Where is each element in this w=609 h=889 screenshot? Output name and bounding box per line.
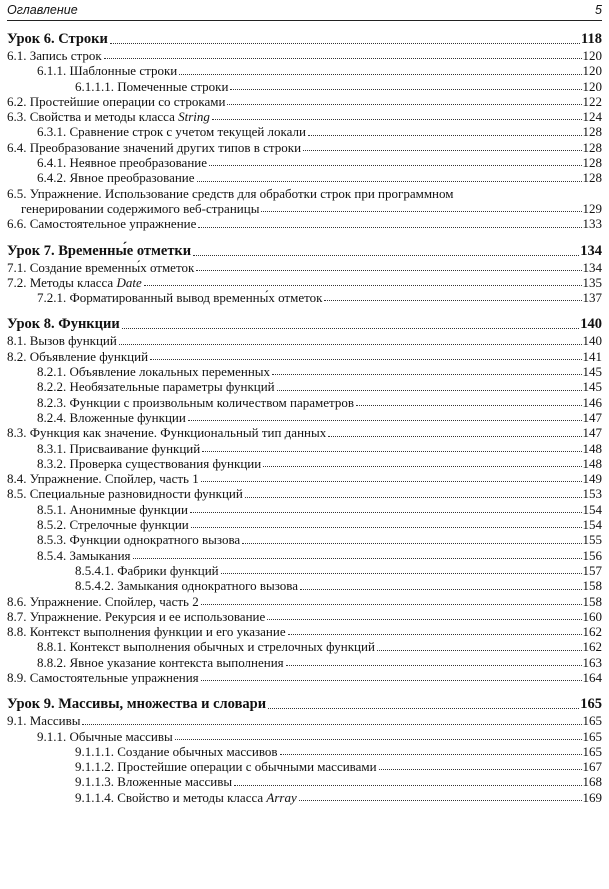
toc-entry-title: 6.4. Преобразование значений других типов в строки xyxy=(7,139,302,155)
toc-page-number: 160 xyxy=(582,608,602,624)
toc-entry-text xyxy=(7,695,266,713)
toc-entry-title: 9.1. Массивы xyxy=(7,713,81,729)
dot-leader xyxy=(377,650,582,651)
toc-page-number: 141 xyxy=(582,348,602,364)
dot-leader xyxy=(356,405,582,406)
toc-entry xyxy=(7,170,602,185)
toc-entry xyxy=(7,155,602,170)
table-of-contents xyxy=(7,30,602,805)
toc-entry-title: 8.2.2. Необязательные параметры функций xyxy=(37,379,275,395)
toc-page-number: 163 xyxy=(582,654,602,670)
dot-leader xyxy=(230,89,581,90)
toc-entry xyxy=(7,379,602,394)
toc-entry-title: 9.1.1. Обычные массивы xyxy=(37,728,173,744)
toc-entry-title: 8.5.4.2. Замыкания однократного вызова xyxy=(75,578,299,594)
toc-page-number: 169 xyxy=(582,789,602,805)
toc-entry-title: 8.2. Объявление функций xyxy=(7,348,149,364)
toc-entry-text xyxy=(75,759,377,774)
toc-entry xyxy=(7,548,602,563)
dot-leader xyxy=(191,527,582,528)
dot-leader xyxy=(267,619,581,620)
dot-leader xyxy=(202,451,581,452)
toc-entry-title: 8.7. Упражнение. Рекурсия и ее использование xyxy=(7,608,266,624)
toc-entry-title: 6.2. Простейшие операции со строками xyxy=(7,93,226,109)
toc-entry-title: 8.2.1. Объявление локальных переменных xyxy=(37,364,271,380)
toc-entry xyxy=(7,471,602,486)
toc-entry xyxy=(7,349,602,364)
dot-leader xyxy=(328,436,581,437)
toc-chapter-heading xyxy=(7,695,602,713)
dot-leader xyxy=(179,74,581,75)
toc-page-number: 128 xyxy=(582,139,602,155)
toc-entry-text xyxy=(75,790,297,805)
dot-leader xyxy=(263,466,581,467)
toc-entry-title: 9.1.1.2. Простейшие операции с обычными массивами xyxy=(75,759,377,775)
toc-entry xyxy=(7,502,602,517)
dot-leader xyxy=(133,558,582,559)
toc-entry xyxy=(7,186,602,217)
dot-leader xyxy=(221,573,582,574)
toc-page-number: 128 xyxy=(582,124,602,140)
toc-page-number: 165 xyxy=(582,728,602,744)
toc-page-number: 135 xyxy=(582,274,602,290)
toc-page-number: 167 xyxy=(582,759,602,775)
dot-leader xyxy=(308,135,582,136)
toc-entry-title: 8.5.4. Замыкания xyxy=(37,547,131,563)
dot-leader xyxy=(212,119,582,120)
toc-chapter-heading xyxy=(7,30,602,48)
toc-entry-text xyxy=(37,124,306,139)
toc-entry xyxy=(7,639,602,654)
toc-entry xyxy=(7,655,602,670)
toc-entry-text xyxy=(7,260,194,275)
toc-entry xyxy=(7,578,602,593)
running-header-title: Оглавление xyxy=(7,3,78,17)
toc-entry-title: 6.1.1. Шаблонные строки xyxy=(37,63,178,79)
toc-entry xyxy=(7,260,602,275)
toc-entry-text xyxy=(37,502,188,517)
toc-entry-class-name: String xyxy=(178,109,210,125)
toc-page-number: 137 xyxy=(582,290,602,306)
toc-entry xyxy=(7,532,602,547)
toc-page-number: 164 xyxy=(582,669,602,685)
toc-entry-text xyxy=(7,242,191,260)
dot-leader xyxy=(286,665,582,666)
dot-leader xyxy=(272,374,581,375)
toc-page-number: 120 xyxy=(582,63,602,79)
dot-leader xyxy=(227,104,581,105)
toc-page-number: 133 xyxy=(582,216,602,232)
toc-entry-text xyxy=(7,486,243,501)
toc-entry xyxy=(7,441,602,456)
toc-entry-line-2 xyxy=(7,201,602,216)
dot-leader xyxy=(234,785,581,786)
toc-entry-title: 8.3. Функция как значение. Функциональный тип данных xyxy=(7,425,327,441)
dot-leader xyxy=(288,634,582,635)
toc-entry xyxy=(7,594,602,609)
toc-page-number: 165 xyxy=(580,696,602,713)
toc-chapter-heading xyxy=(7,315,602,333)
toc-entry-text xyxy=(7,275,142,290)
dot-leader xyxy=(82,724,581,725)
toc-page-number: 140 xyxy=(580,316,602,333)
toc-entry-text xyxy=(37,548,131,563)
running-header-page-number: 5 xyxy=(595,3,602,17)
toc-entry xyxy=(7,395,602,410)
toc-entry-text xyxy=(75,578,298,593)
toc-entry xyxy=(7,774,602,789)
toc-entry-text xyxy=(7,48,102,63)
toc-entry xyxy=(7,275,602,290)
toc-page-number: 165 xyxy=(582,743,602,759)
dot-leader xyxy=(150,359,581,360)
dot-leader xyxy=(268,708,579,709)
dot-leader xyxy=(193,255,579,256)
toc-page-number: 156 xyxy=(582,547,602,563)
toc-entry xyxy=(7,729,602,744)
toc-entry-text xyxy=(37,364,270,379)
toc-entry xyxy=(7,759,602,774)
toc-page-number: 124 xyxy=(582,109,602,125)
dot-leader xyxy=(324,300,581,301)
dot-leader xyxy=(104,58,582,59)
toc-entry-text xyxy=(37,639,375,654)
dot-leader xyxy=(201,481,582,482)
toc-page-number: 153 xyxy=(582,486,602,502)
dot-leader xyxy=(299,800,582,801)
toc-entry xyxy=(7,290,602,305)
toc-entry-title-continued: генерировании содержимого веб-страницы xyxy=(21,200,260,216)
toc-page-number: 149 xyxy=(582,471,602,487)
toc-entry-title: 9.1.1.1. Создание обычных массивов xyxy=(75,743,278,759)
toc-entry-text xyxy=(75,79,228,94)
toc-page-number: 128 xyxy=(582,170,602,186)
toc-entry-text xyxy=(7,94,225,109)
dot-leader xyxy=(196,270,581,271)
toc-entry-title: 8.6. Упражнение. Спойлер, часть 2 xyxy=(7,593,199,609)
toc-entry-title: 7.2.1. Форматированный вывод временны́х отметок xyxy=(37,290,323,306)
toc-entry-title: 8.2.4. Вложенные функции xyxy=(37,409,186,425)
toc-entry-text xyxy=(75,744,278,759)
toc-entry xyxy=(7,364,602,379)
toc-entry-text xyxy=(7,30,108,48)
toc-entry-title: Урок 8. Функции xyxy=(7,316,120,333)
toc-page-number: 168 xyxy=(582,774,602,790)
toc-entry-title: 8.5.4.1. Фабрики функций xyxy=(75,562,219,578)
toc-entry xyxy=(7,425,602,440)
toc-page-number: 148 xyxy=(582,440,602,456)
toc-chapter-heading xyxy=(7,242,602,260)
toc-entry-title: 8.5.2. Стрелочные функции xyxy=(37,517,189,533)
toc-entry xyxy=(7,124,602,139)
toc-entry-text xyxy=(37,456,261,471)
toc-page-number: 158 xyxy=(582,578,602,594)
toc-entry xyxy=(7,333,602,348)
toc-entry xyxy=(7,790,602,805)
dot-leader xyxy=(300,589,581,590)
dot-leader xyxy=(242,543,581,544)
toc-page-number: 162 xyxy=(582,639,602,655)
toc-page-number: 155 xyxy=(582,532,602,548)
dot-leader xyxy=(209,165,581,166)
toc-entry-title: 6.5. Упражнение. Использование средств для обработки строк при программном xyxy=(7,185,454,201)
toc-entry-title: Урок 7. Временны́е отметки xyxy=(7,242,192,259)
toc-entry xyxy=(7,517,602,532)
toc-entry xyxy=(7,140,602,155)
toc-entry-title: 9.1.1.3. Вложенные массивы xyxy=(75,774,233,790)
toc-entry-title: 6.3.1. Сравнение строк с учетом текущей локали xyxy=(37,124,306,140)
toc-page-number: 157 xyxy=(582,562,602,578)
toc-entry-title: 7.1. Создание временны́х отметок xyxy=(7,259,195,275)
toc-entry xyxy=(7,456,602,471)
toc-page-number: 154 xyxy=(582,517,602,533)
toc-entry-title: 8.8.1. Контекст выполнения обычных и стрелочных функций xyxy=(37,639,375,655)
toc-entry-title: Урок 9. Массивы, множества и словари xyxy=(7,696,267,713)
toc-entry-title: 8.9. Самостоятельные упражнения xyxy=(7,669,199,685)
toc-entry-text xyxy=(7,315,120,333)
dot-leader xyxy=(303,150,581,151)
dot-leader xyxy=(280,754,582,755)
toc-entry xyxy=(7,713,602,728)
toc-entry-text xyxy=(7,713,80,728)
toc-entry-title: 7.2. Методы класса xyxy=(7,274,117,290)
toc-entry-class-name: Array xyxy=(266,789,297,805)
dot-leader xyxy=(379,769,582,770)
toc-page-number: 147 xyxy=(582,425,602,441)
toc-page-number: 148 xyxy=(582,455,602,471)
toc-page-number: 158 xyxy=(582,593,602,609)
dot-leader xyxy=(245,497,582,498)
toc-entry-text xyxy=(7,624,286,639)
toc-entry-text xyxy=(75,563,219,578)
toc-entry-text xyxy=(37,395,354,410)
toc-page-number: 145 xyxy=(582,364,602,380)
toc-entry-title: 8.3.2. Проверка существования функции xyxy=(37,455,262,471)
toc-entry xyxy=(7,744,602,759)
toc-entry xyxy=(7,410,602,425)
toc-entry-title: 8.2.3. Функции с произвольным количеством параметров xyxy=(37,394,354,410)
toc-page-number: 134 xyxy=(582,259,602,275)
toc-entry-text xyxy=(7,140,301,155)
toc-page-number: 128 xyxy=(582,155,602,171)
dot-leader xyxy=(201,604,582,605)
toc-page-number: 162 xyxy=(582,624,602,640)
toc-page-number: 154 xyxy=(582,501,602,517)
toc-entry xyxy=(7,79,602,94)
toc-entry-text xyxy=(7,594,199,609)
toc-page-number: 134 xyxy=(580,242,602,259)
dot-leader xyxy=(188,420,582,421)
toc-entry-title: 6.4.1. Неявное преобразование xyxy=(37,155,208,171)
toc-entry-text xyxy=(37,170,195,185)
toc-entry-title: 8.4. Упражнение. Спойлер, часть 1 xyxy=(7,471,199,487)
toc-entry-text xyxy=(7,109,210,124)
toc-entry-text xyxy=(37,517,189,532)
toc-entry-title: 6.4.2. Явное преобразование xyxy=(37,170,195,186)
toc-entry-title: 9.1.1.4. Свойство и методы класса xyxy=(75,789,267,805)
toc-page-number: 122 xyxy=(582,93,602,109)
toc-entry-text xyxy=(37,441,200,456)
toc-entry-text xyxy=(37,655,284,670)
dot-leader xyxy=(110,43,580,44)
toc-entry-text xyxy=(7,333,117,348)
toc-page-number: 165 xyxy=(582,713,602,729)
toc-page-number: 145 xyxy=(582,379,602,395)
toc-page-number: 146 xyxy=(582,394,602,410)
toc-page-number: 118 xyxy=(581,31,602,47)
toc-entry-text xyxy=(7,425,326,440)
toc-entry-text xyxy=(37,290,322,305)
toc-entry xyxy=(7,48,602,63)
toc-entry-title: 6.1. Запись строк xyxy=(7,48,102,63)
toc-entry-text xyxy=(7,216,196,231)
dot-leader xyxy=(197,181,582,182)
toc-entry xyxy=(7,486,602,501)
dot-leader xyxy=(122,328,580,329)
toc-entry-text xyxy=(7,609,265,624)
toc-entry-text xyxy=(37,63,177,78)
toc-entry-text xyxy=(37,532,240,547)
toc-entry-title: 6.1.1.1. Помеченные строки xyxy=(75,78,229,94)
toc-entry-title: 8.5.1. Анонимные функции xyxy=(37,501,188,517)
toc-entry xyxy=(7,216,602,231)
dot-leader xyxy=(277,390,582,391)
toc-entry xyxy=(7,624,602,639)
toc-entry-text xyxy=(7,670,199,685)
toc-entry-text xyxy=(7,471,199,486)
dot-leader xyxy=(175,739,582,740)
toc-entry-text xyxy=(37,410,186,425)
toc-entry-text xyxy=(37,379,275,394)
running-header xyxy=(7,2,602,21)
toc-entry-class-name: Date xyxy=(116,274,142,290)
toc-entry xyxy=(7,609,602,624)
toc-entry-title: 8.8.2. Явное указание контекста выполнения xyxy=(37,654,284,670)
toc-page-number: 120 xyxy=(582,78,602,94)
toc-page-number: 120 xyxy=(582,48,602,63)
toc-page-number: 129 xyxy=(582,200,602,216)
toc-entry xyxy=(7,63,602,78)
toc-entry-title: 8.5.3. Функции однократного вызова xyxy=(37,532,241,548)
toc-entry-title: Урок 6. Строки xyxy=(7,31,108,47)
toc-entry-text xyxy=(75,774,232,789)
toc-entry-text xyxy=(37,729,173,744)
toc-entry-title: 6.3. Свойства и методы класса xyxy=(7,109,179,125)
toc-page-number: 140 xyxy=(582,333,602,349)
dot-leader xyxy=(119,344,582,345)
dot-leader xyxy=(190,512,582,513)
toc-entry xyxy=(7,109,602,124)
dot-leader xyxy=(201,680,582,681)
dot-leader xyxy=(144,285,582,286)
toc-entry-title: 6.6. Самостоятельное упражнение xyxy=(7,216,197,232)
toc-entry-text xyxy=(7,349,148,364)
toc-entry xyxy=(7,670,602,685)
toc-entry-title: 8.3.1. Присваивание функций xyxy=(37,440,201,456)
dot-leader xyxy=(261,211,581,212)
toc-entry-title: 8.8. Контекст выполнения функции и его указание xyxy=(7,624,286,640)
toc-entry xyxy=(7,94,602,109)
toc-entry-title: 8.5. Специальные разновидности функций xyxy=(7,486,243,502)
toc-entry-line-1 xyxy=(7,186,602,201)
dot-leader xyxy=(198,227,581,228)
toc-entry-text xyxy=(37,155,207,170)
toc-entry xyxy=(7,563,602,578)
toc-page-number: 147 xyxy=(582,409,602,425)
toc-entry-title: 8.1. Вызов функций xyxy=(7,333,117,349)
